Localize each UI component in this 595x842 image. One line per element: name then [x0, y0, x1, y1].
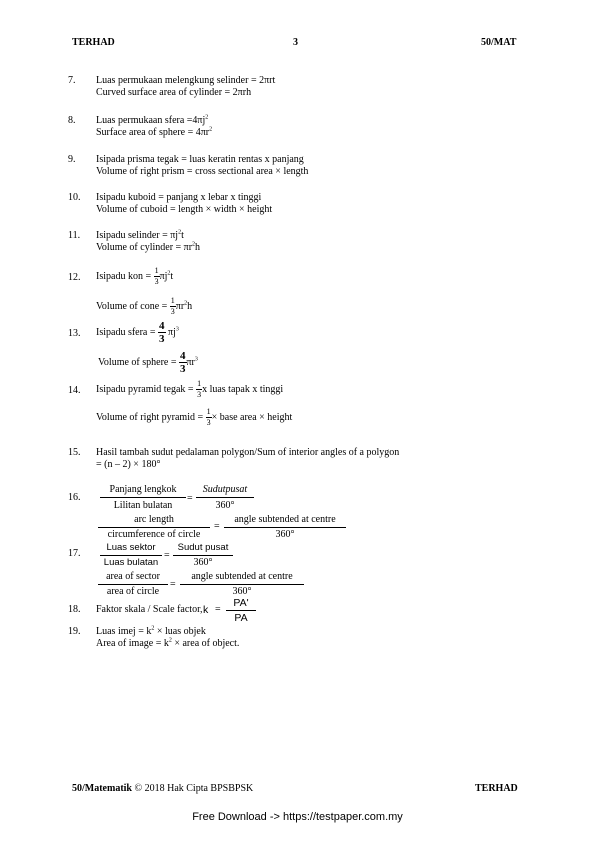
- fraction-denominator: area of circle: [106, 586, 160, 597]
- item-number: 13.: [68, 328, 81, 339]
- fraction: $\frac{4}{3}$: [159, 320, 165, 346]
- footer-left: 50/Matematik © 2018 Hak Cipta BPSBPSK: [72, 783, 254, 794]
- item-number: 10.: [68, 192, 81, 203]
- fraction-numerator: area of sector: [106, 571, 160, 582]
- formula-english: Area of image = $k^2$ × area of object.: [96, 637, 240, 649]
- fraction-denominator: Luas bulatan: [103, 557, 159, 568]
- fraction-denominator: 360°: [275, 529, 295, 540]
- fraction-bar: [224, 527, 346, 528]
- formula-malay: Isipada prisma tegak = luas keratin rentas x panjang: [96, 154, 304, 165]
- item-number: 16.: [68, 492, 81, 503]
- equals-sign: =: [164, 550, 170, 561]
- formula-malay: Isipadu kuboid = panjang x lebar x tinggi: [96, 192, 262, 203]
- fraction-denominator: circumference of circle: [107, 529, 201, 540]
- formula-english: Volume of right prism = cross sectional area × length: [96, 166, 309, 177]
- fraction-numerator: angle subtended at centre: [191, 571, 293, 582]
- formula-line: = (n – 2) × 180°: [96, 459, 161, 470]
- item-number: 8.: [68, 115, 76, 126]
- formula-malay: Isipadu kon = $\frac{1}{3}$ $\pi j^2t$: [96, 266, 174, 287]
- fraction-bar: [100, 555, 162, 556]
- fraction-denominator: 360°: [215, 500, 235, 511]
- fraction: $\frac{1}{3}$: [154, 266, 159, 287]
- formula-malay: Luas imej = $k^2$ × luas objek: [96, 625, 206, 637]
- fraction-bar: [226, 610, 256, 611]
- formula-malay: Isipadu selinder = $\pi j^2t$: [96, 229, 184, 241]
- formula-malay: Luas permukaan melengkung selinder = 2πrt: [96, 75, 276, 86]
- footer-right: TERHAD: [475, 783, 518, 794]
- fraction: $\frac{1}{3}$: [197, 379, 202, 400]
- formula-english: Surface area of sphere = $4\pi r^2$: [96, 126, 213, 138]
- fraction-denominator: PA: [234, 612, 248, 624]
- fraction: $\frac{4}{3}$: [180, 350, 186, 376]
- header-right: 50/MAT: [481, 37, 517, 48]
- fraction-numerator: PA': [233, 597, 249, 609]
- download-link[interactable]: Free Download -> https://testpaper.com.my: [192, 811, 403, 823]
- equals-sign: =: [215, 604, 221, 615]
- fraction-numerator: Sudut pusat: [177, 542, 229, 553]
- item-number: 19.: [68, 626, 81, 637]
- variable-k: k: [203, 604, 209, 616]
- fraction-numerator: arc length: [134, 514, 174, 525]
- formula-english: Volume of cylinder = $\pi r^2h$: [96, 241, 201, 253]
- equals-sign: =: [187, 493, 193, 504]
- formula-english: Volume of cuboid = length × width × height: [96, 204, 273, 215]
- fraction-bar: [100, 497, 186, 498]
- item-number: 7.: [68, 75, 76, 86]
- fraction-numerator: Panjang lengkok: [109, 484, 177, 495]
- formula-english: Curved surface area of cylinder = 2πrh: [96, 87, 252, 98]
- page-number: 3: [293, 37, 298, 48]
- fraction-denominator: Lilitan bulatan: [113, 500, 173, 511]
- item-number: 11.: [68, 230, 81, 241]
- formula-malay: Luas permukaan sfera $=4\pi j^2$: [96, 114, 209, 126]
- formula-english: Volume of cone = $\frac{1}{3}$ $\pi r^2h$: [96, 296, 193, 317]
- formula-malay: Isipadu sfera = $\frac{4}{3}$ $\pi j^3$: [96, 320, 179, 346]
- item-number: 14.: [68, 385, 81, 396]
- header-left: TERHAD: [72, 37, 115, 48]
- fraction: $\frac{1}{3}$: [206, 407, 211, 428]
- fraction-denominator: 360°: [232, 586, 252, 597]
- fraction-bar: [180, 584, 304, 585]
- fraction-bar: [173, 555, 233, 556]
- fraction: $\frac{1}{3}$: [170, 296, 175, 317]
- fraction-numerator: Sudutpusat: [202, 484, 248, 495]
- item-number: 9.: [68, 154, 76, 165]
- item-number: 17.: [68, 548, 81, 559]
- item-number: 18.: [68, 604, 81, 615]
- equals-sign: =: [170, 579, 176, 590]
- fraction-bar: [196, 497, 254, 498]
- item-number: 12.: [68, 272, 81, 283]
- scale-factor-label: Faktor skala / Scale factor,: [96, 604, 203, 615]
- fraction-numerator: Luas sektor: [106, 542, 156, 553]
- fraction-denominator: 360°: [193, 557, 213, 568]
- formula-malay: Isipadu pyramid tegak = $\frac{1}{3}$ x luas tapak x tinggi: [96, 379, 284, 400]
- formula-english: Volume of sphere = $\frac{4}{3}$ $\pi r^3$: [98, 350, 198, 376]
- fraction-bar: [98, 584, 168, 585]
- formula-english: Volume of right pyramid = $\frac{1}{3}$ × base area × height: [96, 407, 293, 428]
- item-number: 15.: [68, 447, 81, 458]
- fraction-bar: [98, 527, 210, 528]
- equals-sign: =: [214, 521, 220, 532]
- fraction-numerator: angle subtended at centre: [234, 514, 336, 525]
- formula-line: Hasil tambah sudut pedalaman polygon/Sum of interior angles of a polygon: [96, 447, 400, 458]
